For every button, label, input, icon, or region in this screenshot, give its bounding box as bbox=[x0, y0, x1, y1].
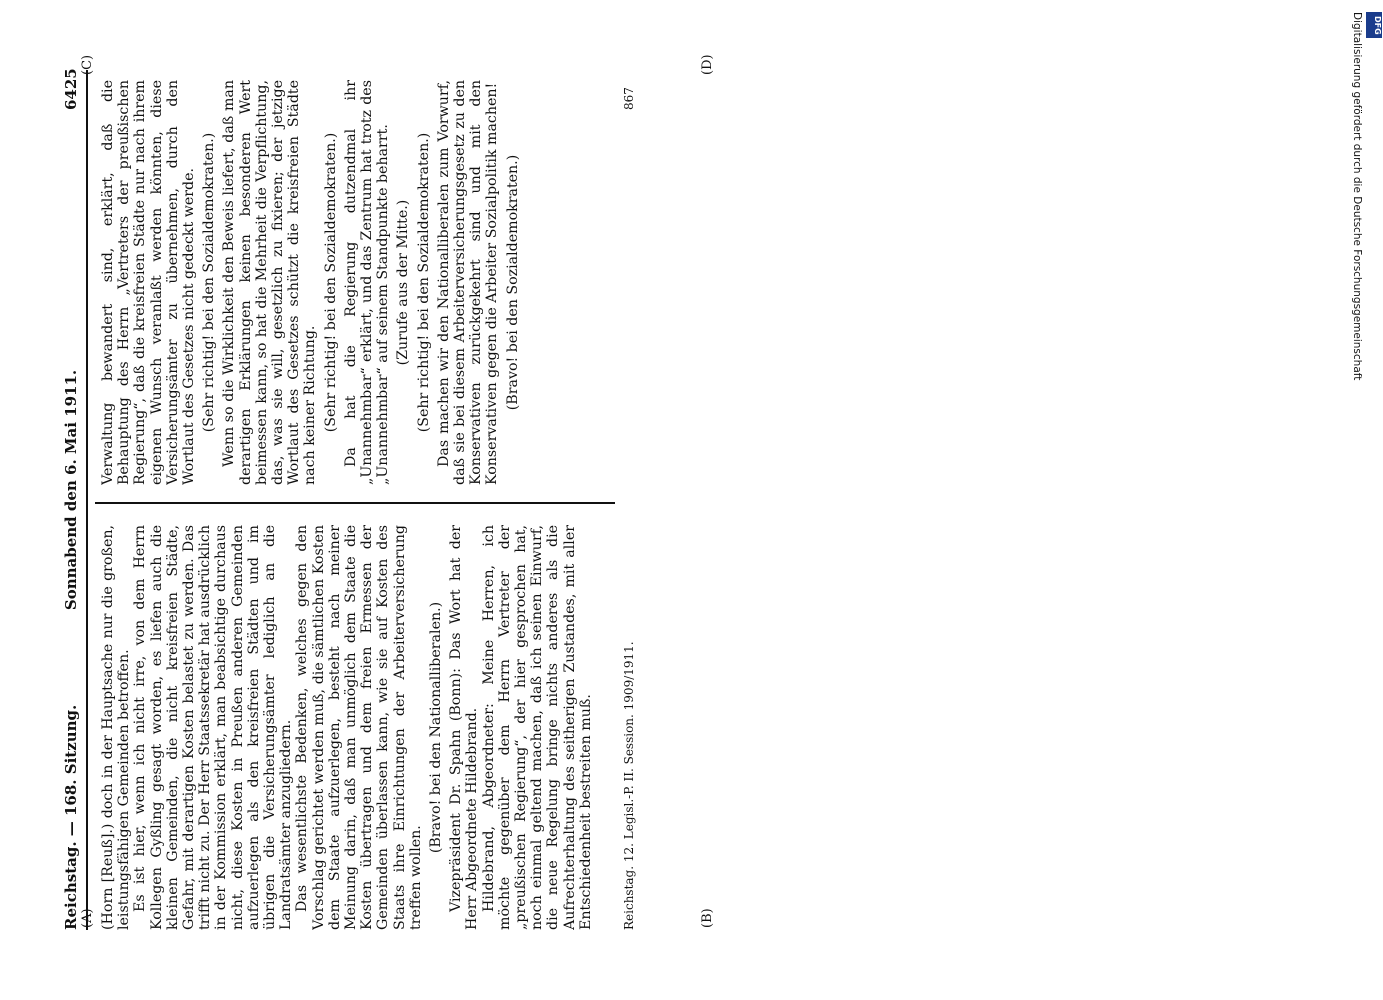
interjection: (Sehr richtig! bei den Sozialdemokraten.) bbox=[201, 132, 218, 433]
running-head-date: Sonnabend den 6. Mai 1911. bbox=[62, 369, 80, 611]
paragraph: Verwaltung bewandert sind, erklärt, daß die Behauptung des Herrn „Vertreters der preußischen Regierung“, daß die kreisfreien Städte nur nach ihrem eigenen Wunsch veranlaßt werden könnten, diese Versicherungsämter zu übernehmen, durch den Wortlaut des Gesetzes nicht gedeckt werde. bbox=[100, 80, 198, 485]
paragraph: (Horn [Reuß].) doch in der Hauptsache nur die großen, leistungsfähigen Gemeinden betroffen. bbox=[100, 525, 133, 930]
right-column bbox=[100, 80, 610, 485]
margin-mark-d: (D) bbox=[700, 54, 715, 75]
page-number: 6425 bbox=[62, 68, 80, 110]
paragraph: Hildebrand, Abgeordneter: Meine Herren, ich möchte gegenüber dem Herrn Vertreter der „preußischen Regierung“, der hier gesprochen hat, noch einmal geltend machen, daß ich seinen Einwurf, die neue Regelung bringe nichts anderes als die Aufrechterhaltung des seitherigen Zustandes, mit aller Entschiedenheit bestreiten muß. bbox=[480, 525, 594, 930]
header-rule bbox=[86, 70, 88, 930]
paragraph: Das machen wir den Nationalliberalen zum Vorwurf, daß sie bei diesem Arbeiterversicherungsgesetz zu den Konservativen zurückgekehrt sind und mit den Konservativen gegen die Arbeiter Sozialpolitik machen! bbox=[435, 80, 501, 485]
interjection: (Sehr richtig! bei den Sozialdemokraten.) bbox=[322, 132, 339, 433]
footer-session: Reichstag. 12. Legisl.-P. II. Session. 1909/1911. bbox=[622, 641, 636, 930]
column-divider bbox=[95, 502, 615, 504]
margin-mark-b: (B) bbox=[700, 908, 715, 928]
interjection: (Bravo! bei den Sozialdemokraten.) bbox=[504, 154, 521, 411]
paragraph: Es ist hier, wenn ich nicht irre, von dem Herrn Kollegen Gyßling gesagt worden, es liefen auch die kleinen Gemeinden, die nicht kreisfreien Städte, Gefahr, mit derartigen Kosten belastet zu werden. Das trifft nicht zu. Der Herr Staatssekretär hat ausdrücklich in der Kommission erklärt, man beabsichtige durchaus nicht, diese Kosten in Preußen anderen Gemeinden aufzuerlegen als den kreisfreien Städten und im übrigen die Versicherungsämter lediglich an die Landratsämter anzugliedern. bbox=[132, 525, 295, 930]
margin-mark-a: (A) bbox=[80, 908, 95, 928]
margin-mark-c: (C) bbox=[80, 54, 95, 75]
footer-sheet-number: 867 bbox=[622, 87, 636, 110]
digitization-credit: Digitalisierung gefördert durch die Deutsche Forschungsgemeinschaft bbox=[1351, 12, 1363, 381]
paragraph: Vizepräsident Dr. Spahn (Bonn): Das Wort hat der Herr Abgeordnete Hildebrand. bbox=[448, 525, 481, 930]
paragraph: Wenn so die Wirklichkeit den Beweis liefert, daß man derartigen Erklärungen keinen besonderen Wert beimessen kann, so hat die Mehrheit die Verpflichtung, das, was sie will, gesetzlich zu fixieren; der jetzige Wortlaut des Gesetzes schützt die kreisfreien Städte nach keiner Richtung. bbox=[221, 80, 319, 485]
interjection: (Bravo! bei den Nationalliberalen.) bbox=[428, 601, 445, 854]
interjection: (Zurufe aus der Mitte.) bbox=[395, 199, 412, 366]
left-column bbox=[100, 525, 610, 930]
running-head-left: Reichstag. — 168. Sitzung. bbox=[62, 704, 80, 930]
paragraph: Da hat die Regierung dutzendmal ihr „Unannehmbar“ erklärt, und das Zentrum hat trotz des „Unannehmbar“ auf seinem Standpunkte beharrt. bbox=[342, 80, 392, 485]
interjection: (Sehr richtig! bei den Sozialdemokraten.) bbox=[415, 132, 432, 433]
paragraph: Das wesentlichste Bedenken, welches gegen den Vorschlag gerichtet werden muß, die sämtlichen Kosten dem Staate aufzuerlegen, besteht nach meiner Meinung darin, daß man unmöglich dem Staate die Kosten übertragen und dem freien Ermessen der Gemeinden überlassen kann, wie sie auf Kosten des Staats ihre Einrichtungen der Arbeiterversicherung treffen wollen. bbox=[294, 525, 424, 930]
dfg-logo: DFG bbox=[1366, 12, 1382, 38]
